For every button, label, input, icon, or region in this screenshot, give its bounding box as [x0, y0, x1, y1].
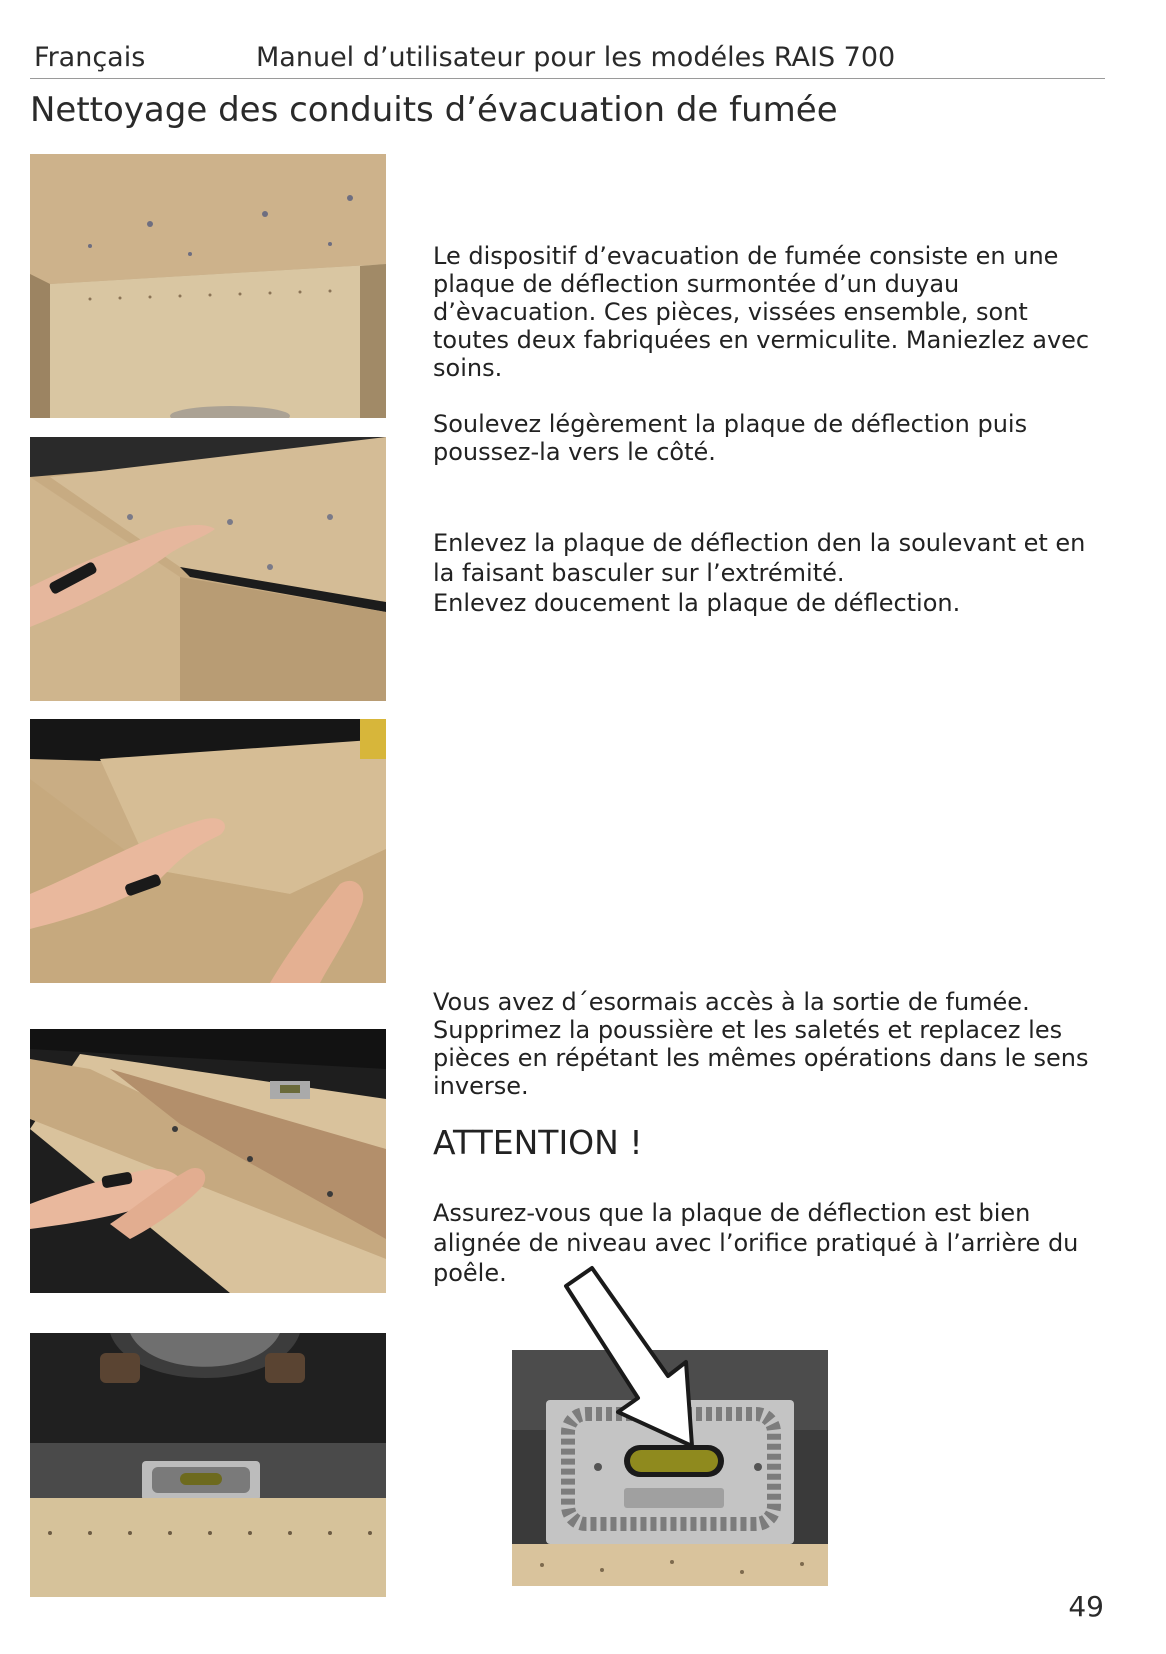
intro-paragraph-1: Le dispositif d’evacuation de fumée consiste en une plaque de déflection surmontée d’un duyau d’èvacuation. Ces pièces, vissées ensemble, sont toutes deux fabriquées en vermiculite. Maniezlez avec soins.	[433, 242, 1090, 382]
header-rule	[30, 78, 1105, 79]
access-paragraph: Vous avez d´esormais accès à la sortie de fumée. Supprimez la poussière et les saletés et replacez les pièces en répétant les mêmes opérations dans le sens inverse.	[433, 988, 1089, 1100]
header-language: Français	[34, 42, 146, 73]
photo-deflector-plate	[30, 154, 386, 418]
remove-line-1: Enlevez la plaque de déflection den la soulevant et en la faisant basculer sur l’extrémité.	[433, 529, 1086, 587]
attention-text	[433, 1198, 1103, 1288]
remove-text	[433, 528, 1103, 618]
intro-paragraph-2: Soulevez légèrement la plaque de déflection puis poussez-la vers le côté.	[433, 410, 1028, 466]
header-manual-title: Manuel d’utilisateur pour les modéles RAIS 700	[256, 42, 896, 73]
photo-pull-out-plate	[30, 1029, 386, 1293]
attention-paragraph: Assurez-vous que la plaque de déflection est bien alignée de niveau avec l’orifice pratiqué à l’arrière du poêle.	[433, 1199, 1079, 1287]
photo-remove-plate	[30, 719, 386, 983]
photo-smoke-outlet	[30, 1333, 386, 1597]
page-title: Nettoyage des conduits d’évacuation de fumée	[30, 90, 838, 130]
alignment-arrow	[560, 1262, 720, 1452]
attention-heading: ATTENTION !	[433, 1123, 643, 1162]
remove-line-2: Enlevez doucement la plaque de déflection.	[433, 589, 961, 617]
intro-text	[433, 242, 1103, 466]
access-text	[433, 988, 1103, 1100]
page-number: 49	[1068, 1590, 1104, 1623]
photo-lift-plate	[30, 437, 386, 701]
